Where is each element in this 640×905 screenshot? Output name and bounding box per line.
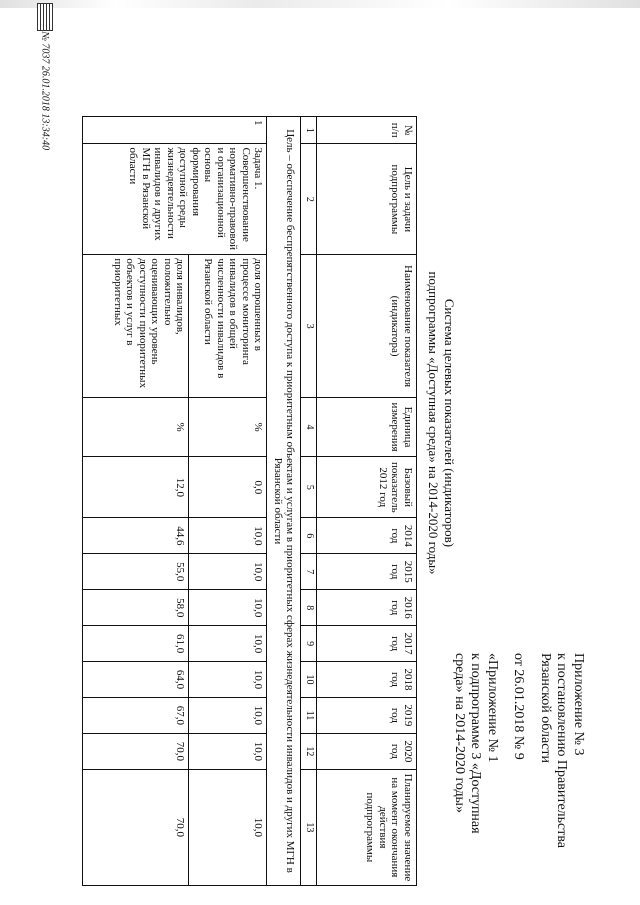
base-value: 0,0 <box>189 456 267 517</box>
column-index: 10 <box>301 661 317 697</box>
registration-number: № 7037 26.01.2018 13:34:40 <box>39 31 51 150</box>
column-index: 13 <box>301 769 317 885</box>
approval-line: среда» на 2014-2020 годы» <box>452 652 467 813</box>
approval-line: Рязанской области <box>538 652 553 763</box>
header-2016: 2016 год <box>317 589 417 625</box>
header-2014: 2014 год <box>317 517 417 553</box>
approval-date: от 26.01.2018 № 9 <box>511 652 527 760</box>
approval-line: к постановлению Правительства <box>554 652 570 848</box>
planned-value: 10,0 <box>189 769 267 885</box>
goal-row <box>267 116 301 885</box>
approval-line: Приложение № 3 <box>571 652 586 755</box>
value-2017: 61,0 <box>83 625 189 661</box>
indicator-cell: доля опрошенных в процессе мониторинга инвалидов в общей численности инвалидов в Рязанской области <box>189 254 267 397</box>
value-2017: 10,0 <box>189 625 267 661</box>
table-row <box>189 116 267 885</box>
barcode-icon <box>37 3 53 31</box>
column-index: 11 <box>301 697 317 733</box>
value-2014: 10,0 <box>189 517 267 553</box>
column-index: 9 <box>301 625 317 661</box>
planned-value: 70,0 <box>83 769 189 885</box>
column-index: 1 <box>301 116 317 143</box>
column-index: 12 <box>301 733 317 769</box>
approval-line: «Приложение № 1 <box>485 652 500 762</box>
value-2014: 44,6 <box>83 517 189 553</box>
title-line: Система целевых показателей (индикаторов) <box>442 298 457 547</box>
task-cell: Задача 1. Совершенствование нормативно-правовой и организационной основы формирования доступной среды жизнедеятельности инвалидов и других МГН в Рязанской области <box>83 143 267 254</box>
column-index-row <box>301 116 317 885</box>
column-index: 4 <box>301 397 317 456</box>
value-2019: 10,0 <box>189 697 267 733</box>
table-header-row <box>317 116 417 885</box>
scan-edge-shadow <box>0 0 640 8</box>
header-goal: Цель и задачи подпрограммы <box>317 143 417 254</box>
header-unit: Единица измерения <box>317 397 417 456</box>
base-value: 12,0 <box>83 456 189 517</box>
value-2015: 55,0 <box>83 553 189 589</box>
approval-block <box>451 653 587 885</box>
header-2015: 2015 год <box>317 553 417 589</box>
column-index: 2 <box>301 143 317 254</box>
header-indicator: Наименование показателя (индикатора) <box>317 254 417 397</box>
value-2018: 64,0 <box>83 661 189 697</box>
goal-statement: Цель – обеспечение беспрепятственного доступа к приоритетным объектам и услугам в приоритетных сферах жизнедеятельности инвалидов и других МГН в Рязанской области <box>267 116 301 885</box>
indicators-table <box>83 116 418 886</box>
row-number: 1 <box>83 116 267 143</box>
column-index: 5 <box>301 456 317 517</box>
indicator-cell: доля инвалидов, положительно оценивающих уровень доступности приоритетных объектов и услуг в приоритетных <box>83 254 189 397</box>
header-planned: Планируемое значение на момент окончания действия подпрограммы <box>317 769 417 885</box>
value-2020: 70,0 <box>83 733 189 769</box>
document-title <box>426 23 457 823</box>
column-index: 6 <box>301 517 317 553</box>
value-2019: 67,0 <box>83 697 189 733</box>
value-2015: 10,0 <box>189 553 267 589</box>
header-2019: 2019 год <box>317 697 417 733</box>
value-2016: 10,0 <box>189 589 267 625</box>
header-num: № п/п <box>317 116 417 143</box>
value-2018: 10,0 <box>189 661 267 697</box>
header-2017: 2017 год <box>317 625 417 661</box>
header-2018: 2018 год <box>317 661 417 697</box>
column-index: 3 <box>301 254 317 397</box>
value-2020: 10,0 <box>189 733 267 769</box>
rotated-document <box>40 13 600 893</box>
unit-cell: % <box>83 397 189 456</box>
header-2020: 2020 год <box>317 733 417 769</box>
unit-cell: % <box>189 397 267 456</box>
column-index: 7 <box>301 553 317 589</box>
approval-line: к подпрограмме 3 «Доступная <box>468 652 484 834</box>
registration-stamp <box>31 9 59 150</box>
header-base: Базовый показатель 2012 год <box>317 456 417 517</box>
value-2016: 58,0 <box>83 589 189 625</box>
column-index: 8 <box>301 589 317 625</box>
title-line: подпрограммы «Доступная среда» на 2014-2020 годы» <box>426 270 442 575</box>
